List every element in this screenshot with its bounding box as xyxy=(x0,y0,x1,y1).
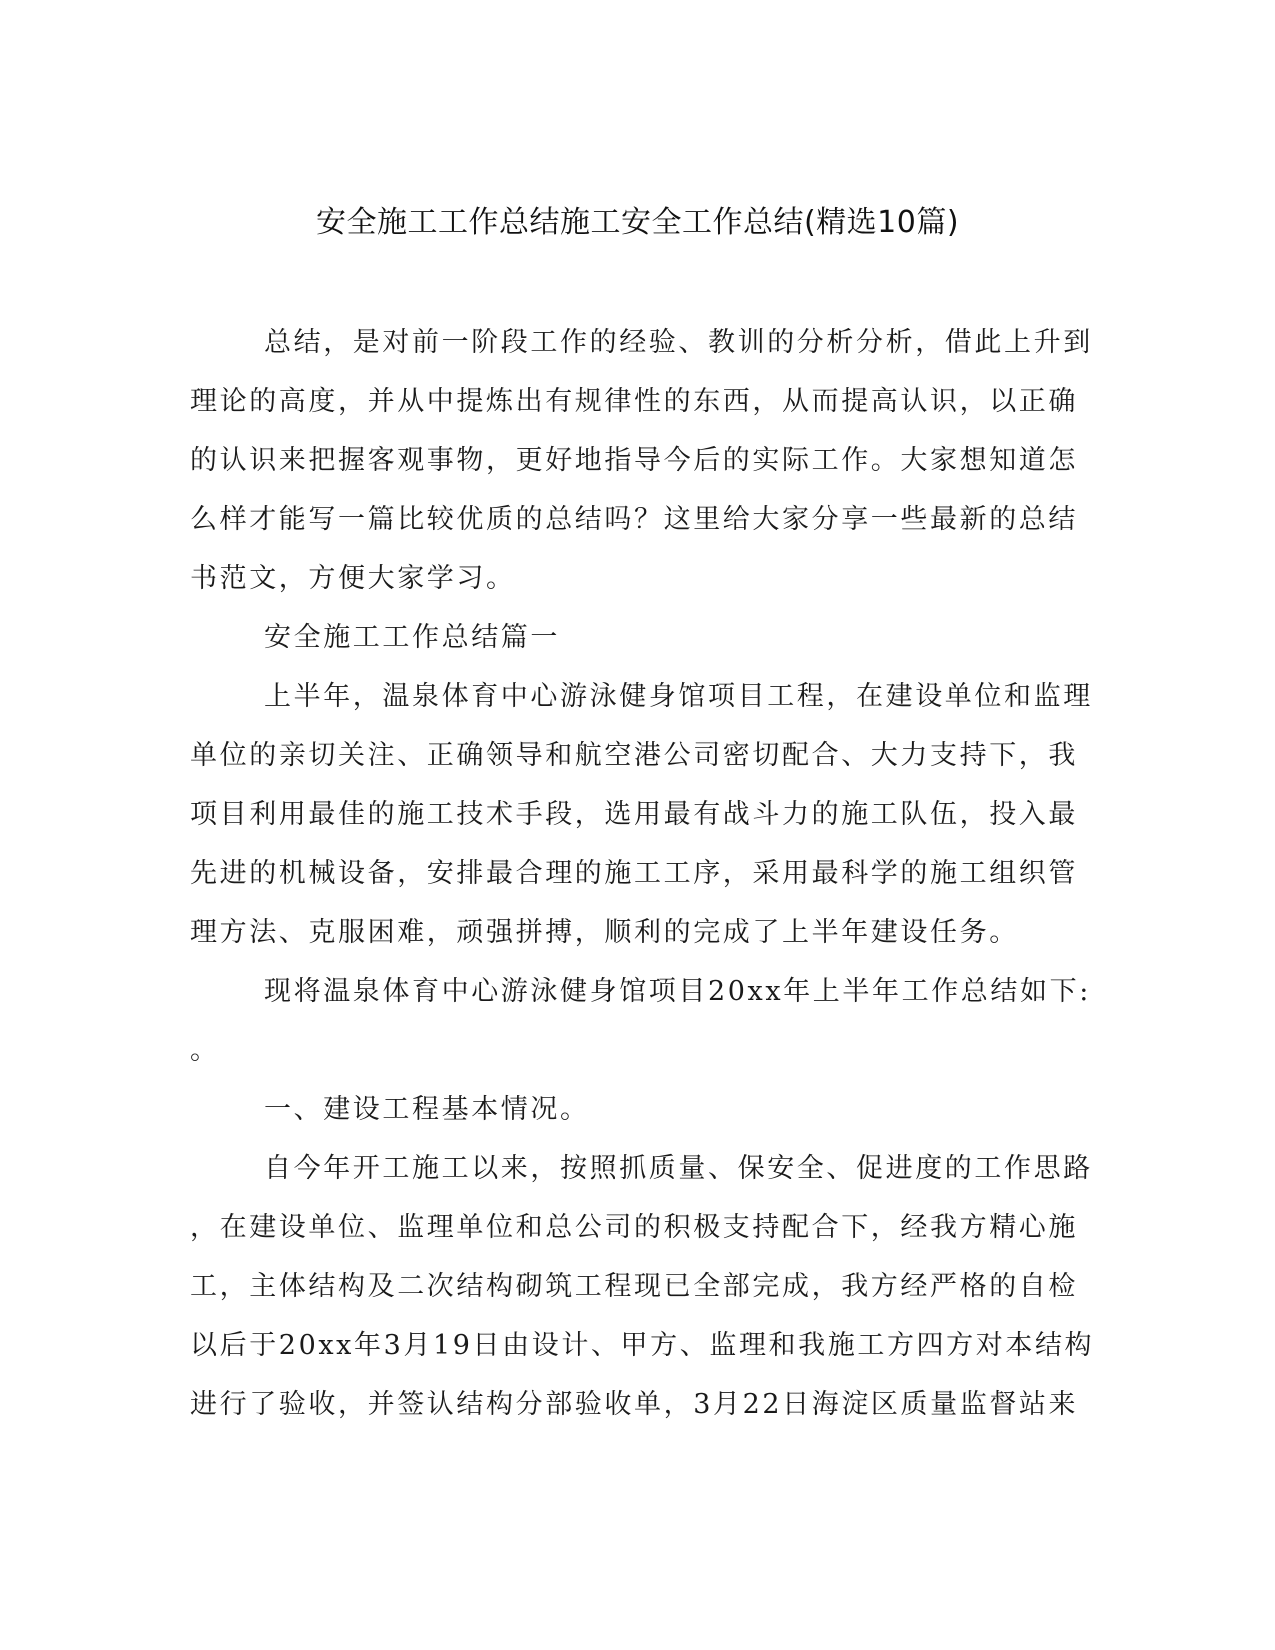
paragraph-line: 么样才能写一篇比较优质的总结吗？这里给大家分享一些最新的总结 xyxy=(190,504,1078,535)
document-title: 安全施工工作总结施工安全工作总结(精选10篇) xyxy=(315,205,960,240)
paragraph-line: 上半年，温泉体育中心游泳健身馆项目工程，在建设单位和监理 xyxy=(264,681,1093,712)
paragraph-line: 以后于20xx年3月19日由设计、甲方、监理和我施工方四方对本结构 xyxy=(190,1330,1095,1361)
paragraph-line: 自今年开工施工以来，按照抓质量、保安全、促进度的工作思路 xyxy=(264,1153,1093,1184)
section-heading: 安全施工工作总结篇一 xyxy=(264,622,560,653)
paragraph-line: 进行了验收，并签认结构分部验收单，3月22日海淀区质量监督站来 xyxy=(190,1389,1079,1420)
paragraph-line: 工，主体结构及二次结构砌筑工程现已全部完成，我方经严格的自检 xyxy=(190,1271,1078,1302)
paragraph-line: 书范文，方便大家学习。 xyxy=(190,563,516,594)
paragraph-line: 项目利用最佳的施工技术手段，选用最有战斗力的施工队伍，投入最 xyxy=(190,799,1078,830)
paragraph-line: ，在建设单位、监理单位和总公司的积极支持配合下，经我方精心施 xyxy=(190,1212,1078,1243)
paragraph-line: 理方法、克服困难，顽强拼搏，顺利的完成了上半年建设任务。 xyxy=(190,917,1019,948)
paragraph-line: 现将温泉体育中心游泳健身馆项目20xx年上半年工作总结如下: xyxy=(264,976,1091,1007)
paragraph-line: 总结，是对前一阶段工作的经验、教训的分析分析，借此上升到 xyxy=(264,327,1093,358)
paragraph-line: 理论的高度，并从中提炼出有规律性的东西，从而提高认识，以正确 xyxy=(190,386,1078,417)
section-heading: 一、建设工程基本情况。 xyxy=(264,1094,590,1125)
paragraph-line: 的认识来把握客观事物，更好地指导今后的实际工作。大家想知道怎 xyxy=(190,445,1078,476)
paragraph-line: 先进的机械设备，安排最合理的施工工序，采用最科学的施工组织管 xyxy=(190,858,1078,889)
paragraph-line: 。 xyxy=(190,1035,220,1066)
paragraph-line: 单位的亲切关注、正确领导和航空港公司密切配合、大力支持下，我 xyxy=(190,740,1078,771)
